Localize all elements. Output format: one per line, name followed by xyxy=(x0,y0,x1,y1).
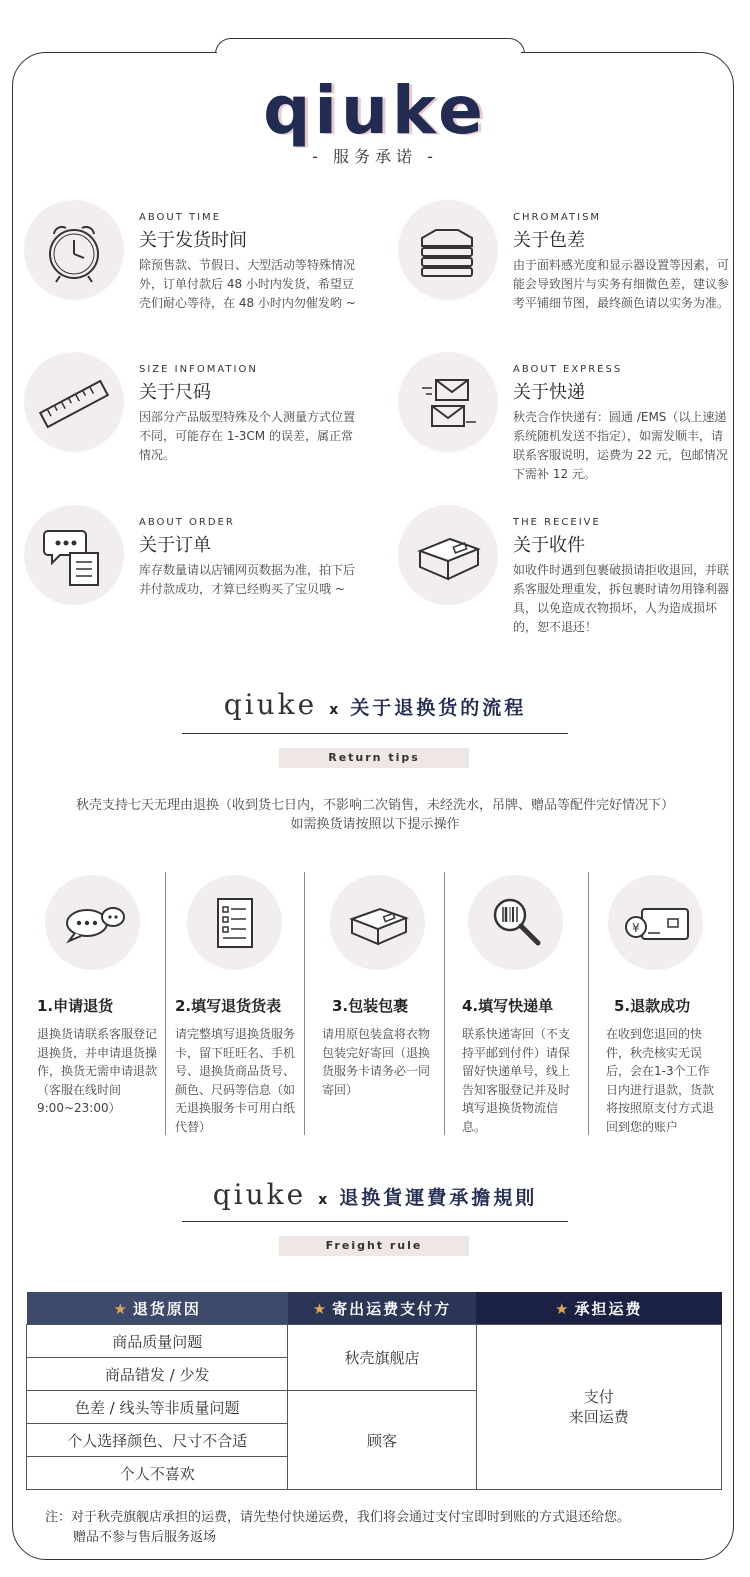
step-title: 5.退款成功 xyxy=(614,997,691,1015)
chat-bubbles-icon xyxy=(45,875,140,970)
footnote-line2: 赠品不参与售后服务返场 xyxy=(73,1530,217,1545)
service-en-label: ABOUT TIME xyxy=(139,212,222,223)
divider xyxy=(182,1221,568,1222)
service-title: 关于快递 xyxy=(513,382,585,403)
section-title: 关于退换货的流程 xyxy=(350,697,527,719)
star-icon: ★ xyxy=(312,1299,329,1318)
divider xyxy=(182,733,568,734)
return-section-heading xyxy=(0,688,750,721)
footnote xyxy=(45,1508,735,1548)
service-title: 关于尺码 xyxy=(139,382,211,403)
service-desc: 除预售款、节假日、大型活动等特殊情况外，订单付款后 48 小时内发货，希望豆壳们耐心等待，在 48 小时内勿催发哟 ~ xyxy=(139,258,356,310)
service-express xyxy=(398,352,750,492)
page-subtitle: - 服务承诺 - xyxy=(312,147,438,166)
brand-logo: qiuke xyxy=(263,72,487,149)
step-desc: 在收到您退回的快件，秋壳核实无误后，会在1-3个工作日内进行退款，货款将按照原支付方式退回到您的账户 xyxy=(606,1027,715,1134)
ruler-icon xyxy=(24,352,124,452)
return-step-3 xyxy=(322,875,462,1145)
folded-clothes-icon xyxy=(398,200,498,300)
parcel-box-icon xyxy=(398,505,498,605)
service-desc: 如收件时遇到包裹破损请拒收退回，并联系客服处理重发，拆包裹时请勿用锋利器具，以免造成衣物损坏，人为造成损坏的，恕不退还！ xyxy=(513,563,730,634)
return-intro-line1: 秋壳支持七天无理由退换（收到货七日内，不影响二次销售，未经洗水，吊牌、赠品等配件完好情况下） xyxy=(75,798,674,813)
service-title: 关于发货时间 xyxy=(139,230,247,251)
service-desc: 由于面料感光度和显示器设置等因素，可能会导致图片与实务有细微色差，建议参考平铺细节图，最终颜色请以实务为准。 xyxy=(513,258,730,310)
return-tips-label: Return tips xyxy=(279,748,469,768)
col-header-payer: ★ 寄出运费支付方 xyxy=(288,1292,476,1325)
checklist-icon xyxy=(187,875,282,970)
table-row xyxy=(27,1325,722,1358)
barcode-magnifier-icon xyxy=(468,875,563,970)
alarm-clock-icon xyxy=(24,200,124,300)
step-divider xyxy=(304,872,305,1135)
service-order xyxy=(24,505,384,645)
step-desc: 联系快递寄回（不支持平邮到付件）请保留好快递单号，线上告知客服登记并及时填写退换货物流信息。 xyxy=(462,1027,571,1134)
service-title: 关于订单 xyxy=(139,535,211,556)
section-x: x xyxy=(329,702,339,718)
freight-rule-label: Freight rule xyxy=(279,1236,469,1256)
service-en-label: ABOUT EXPRESS xyxy=(513,364,623,375)
section-title: 退换貨運費承擔規則 xyxy=(339,1187,538,1209)
step-title: 3.包装包裹 xyxy=(332,997,409,1015)
package-icon xyxy=(330,875,425,970)
return-step-1 xyxy=(37,875,177,1145)
freight-table xyxy=(26,1292,722,1490)
return-step-2 xyxy=(175,875,315,1145)
service-en-label: CHROMATISM xyxy=(513,212,602,223)
bearer-line2: 来回运费 xyxy=(568,1408,629,1426)
service-chromatism xyxy=(398,200,750,340)
section-brand: qiuke xyxy=(223,688,318,721)
reason-cell: 色差 / 线头等非质量问题 xyxy=(27,1391,288,1424)
service-desc: 库存数量请以店铺网页数据为准，拍下后并付款成功，才算已经购买了宝贝哦 ~ xyxy=(139,563,356,596)
return-step-5 xyxy=(606,875,746,1145)
service-en-label: ABOUT ORDER xyxy=(139,517,235,528)
col-header-reason: ★ 退货原因 xyxy=(27,1292,288,1325)
service-about-time xyxy=(24,200,384,340)
svg-text:¥: ¥ xyxy=(632,921,640,935)
return-intro-line2: 如需换货请按照以下提示操作 xyxy=(290,817,460,832)
step-title: 1.申请退货 xyxy=(37,997,114,1015)
bearer-cell xyxy=(476,1325,722,1490)
footnote-line1: 注：对于秋壳旗舰店承担的运费，请先垫付快递运费，我们将会通过支付宝即时到账的方式退还给您。 xyxy=(45,1510,631,1525)
service-title: 关于收件 xyxy=(513,535,585,556)
step-divider xyxy=(165,872,166,1135)
table-header-row xyxy=(27,1292,722,1325)
bearer-line1: 支付 xyxy=(583,1388,614,1406)
service-en-label: SIZE INFOMATION xyxy=(139,364,258,375)
step-divider xyxy=(588,872,589,1135)
payer-cell-store: 秋壳旗舰店 xyxy=(288,1325,476,1391)
step-divider xyxy=(444,872,445,1135)
service-desc: 因部分产品版型特殊及个人测量方式位置不同，可能存在 1-3CM 的误差，属正常情况。 xyxy=(139,410,356,462)
service-receive xyxy=(398,505,750,645)
reason-cell: 个人不喜欢 xyxy=(27,1457,288,1490)
step-desc: 请完整填写退换货服务卡，留下旺旺名、手机号、退换货商品货号、颜色、尺码等信息（如无退换服务卡可用白纸代替） xyxy=(175,1027,296,1134)
reason-cell: 商品质量问题 xyxy=(27,1325,288,1358)
step-desc: 退换货请联系客服登记退换货，并申请退货操作，换货无需申请退款（客服在线时间9:00~23:00） xyxy=(37,1027,158,1115)
step-title: 2.填写退货货表 xyxy=(175,997,282,1015)
refund-card-icon xyxy=(608,875,703,970)
envelopes-icon xyxy=(398,352,498,452)
star-icon: ★ xyxy=(555,1299,571,1318)
chat-document-icon xyxy=(24,505,124,605)
service-size xyxy=(24,352,384,492)
section-brand: qiuke xyxy=(212,1178,307,1211)
col-header-bearer: ★ 承担运费 xyxy=(476,1292,722,1325)
service-title: 关于色差 xyxy=(513,230,585,251)
step-title: 4.填写快递单 xyxy=(462,997,554,1015)
section-x: x xyxy=(318,1192,328,1208)
return-step-4 xyxy=(462,875,602,1145)
reason-cell: 商品错发 / 少发 xyxy=(27,1358,288,1391)
service-en-label: THE RECEIVE xyxy=(513,517,601,528)
reason-cell: 个人选择颜色、尺寸不合适 xyxy=(27,1424,288,1457)
service-desc: 秋壳合作快递有：圆通 /EMS（以上速递系统随机发送不指定），如需发顺丰，请联系客服说明，运费为 22 元，包邮情况下需补 12 元。 xyxy=(513,410,728,481)
star-icon: ★ xyxy=(113,1299,129,1318)
payer-cell-customer: 顾客 xyxy=(288,1391,476,1490)
freight-section-heading xyxy=(0,1178,750,1211)
step-desc: 请用原包装盒将衣物包装完好寄回（退换货服务卡请务必一同寄回） xyxy=(322,1027,431,1097)
